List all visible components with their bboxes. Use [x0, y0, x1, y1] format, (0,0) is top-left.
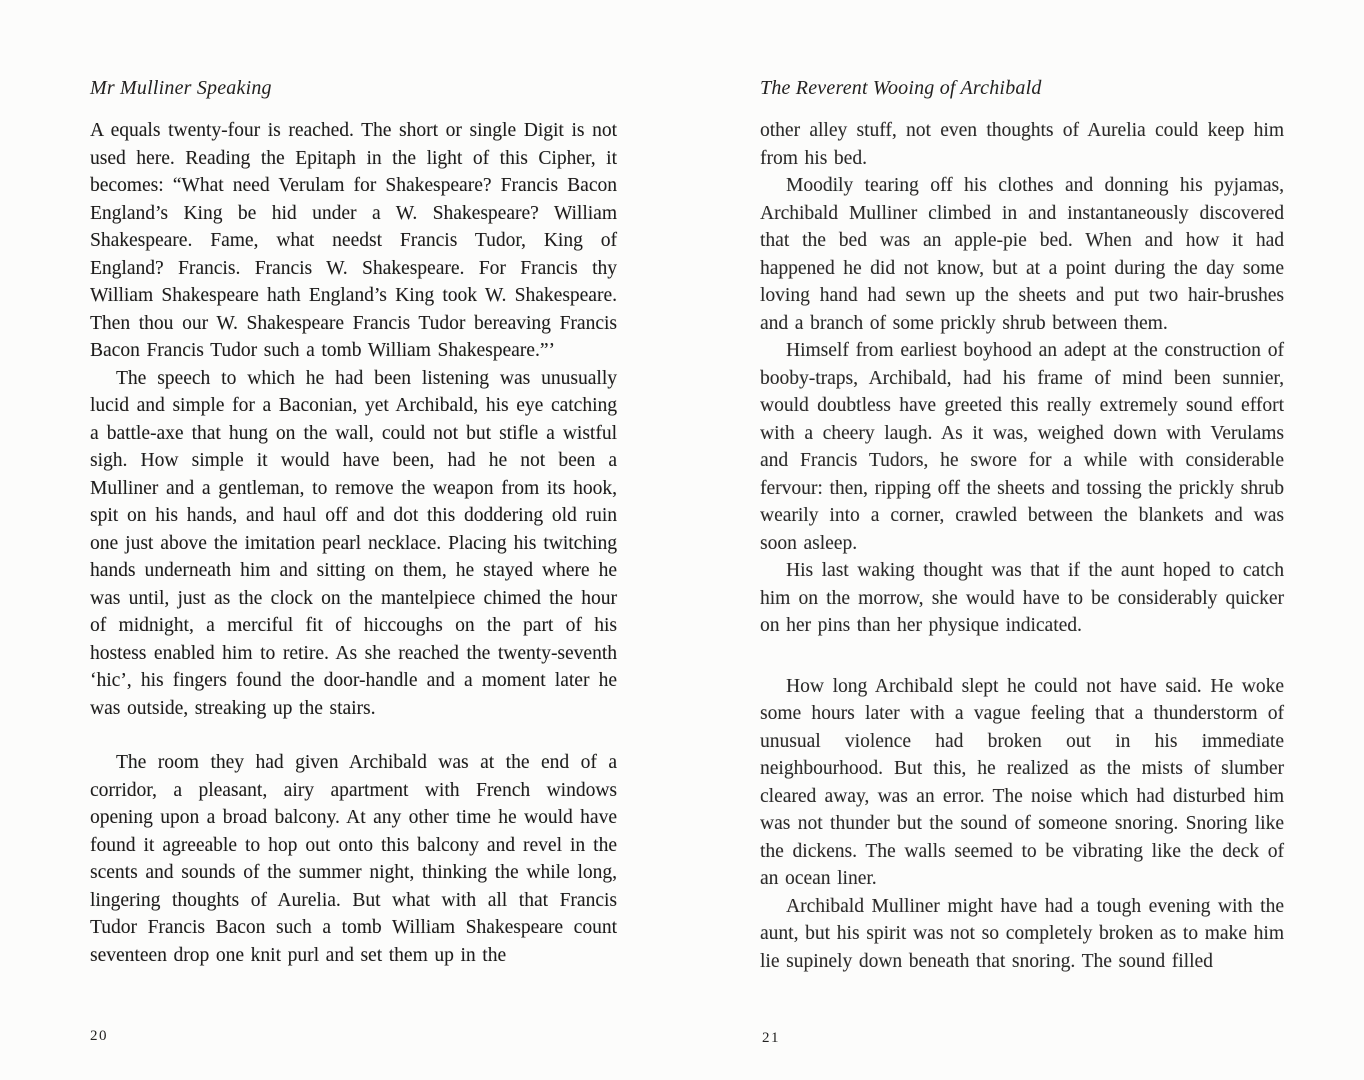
paragraph: Himself from earliest boyhood an adept at the construction of booby-traps, Archibald, had his frame of mind been sunnier, would doubtless have greeted this really extremely sound effort with a cheery laugh. As it was, weighed down with Verulams and Francis Tudors, he swore for a while with considerable fervour: then, ripping off the sheets and tossing the prickly shrub wearily into a corner, crawled between the blankets and was soon asleep.	[760, 340, 1284, 554]
paragraph: A equals twenty-four is reached. The short or single Digit is not used here. Reading the Epitaph in the light of this Cipher, it becomes: “What need Verulam for Shakespeare? Francis Bacon England’s King be hid under a W. Shakespeare? William Shakespeare. Fame, what needst Francis Tudor, King of England? Francis. Francis W. Shakespeare. For Francis thy William Shakespeare hath England’s King took W. Shakespeare. Then thou our W. Shakespeare Francis Tudor bereaving Francis Bacon Francis Tudor such a tomb William Shakespeare.”’	[90, 120, 617, 361]
right-page-body	[760, 117, 1284, 975]
page-number-left: 20	[90, 1028, 108, 1044]
paragraph: His last waking thought was that if the aunt hoped to catch him on the morrow, she would have to be considerably quicker on her pins than her physique indicated.	[760, 560, 1284, 636]
left-page	[90, 76, 617, 1044]
paragraph: Moodily tearing off his clothes and donning his pyjamas, Archibald Mulliner climbed in and instantaneously discovered that the bed was an apple-pie bed. When and how it had happened he did not know, but at a point during the day some loving hand had sewn up the sheets and put two hair-brushes and a branch of some prickly shrub between them.	[760, 175, 1284, 334]
right-page	[760, 76, 1284, 1046]
paragraph: The room they had given Archibald was at the end of a corridor, a pleasant, airy apartment with French windows opening upon a broad balcony. At any other time he would have found it agreeable to hop out onto this balcony and revel in the scents and sounds of the summer night, thinking the while long, lingering thoughts of Aurelia. But what with all that Francis Tudor Francis Bacon such a tomb William Shakespeare count seventeen drop one knit purl and set them up in the	[90, 752, 617, 966]
running-header-left: Mr Mulliner Speaking	[90, 77, 272, 99]
paragraph: Archibald Mulliner might have had a tough evening with the aunt, but his spirit was not so completely broken as to make him lie supinely down beneath that snoring. The sound filled	[760, 895, 1284, 972]
page-number-right: 21	[762, 1030, 780, 1046]
paragraph: other alley stuff, not even thoughts of Aurelia could keep him from his bed.	[760, 120, 1284, 169]
left-page-body	[90, 117, 617, 969]
paragraph: The speech to which he had been listening was unusually lucid and simple for a Baconian, yet Archibald, his eye catching a battle-axe that hung on the wall, could not but stifle a wistful sigh. How simple it would have been, had he not been a Mulliner and a gentleman, to remove the weapon from its hook, spit on his hands, and haul off and dot this doddering old ruin one just above the imitation pearl necklace. Placing his twitching hands underneath him and sitting on them, he stayed where he was until, just as the clock on the mantelpiece chimed the hour of midnight, a merciful fit of hiccoughs on the part of his hostess enabled him to retire. As she reached the twenty-seventh ‘hic’, his fingers found the door-handle and a moment later he was outside, streaking up the stairs.	[90, 367, 617, 719]
running-header-right: The Reverent Wooing of Archibald	[760, 77, 1042, 99]
paragraph: How long Archibald slept he could not have said. He woke some hours later with a vague feeling that a thunderstorm of unusual violence had broken out in his immediate neighbourhood. But this, he realized as the mists of slumber cleared away, was an error. The noise which had disturbed him was not thunder but the sound of someone snoring. Snoring like the dickens. The walls seemed to be vibrating like the deck of an ocean liner.	[760, 675, 1284, 889]
